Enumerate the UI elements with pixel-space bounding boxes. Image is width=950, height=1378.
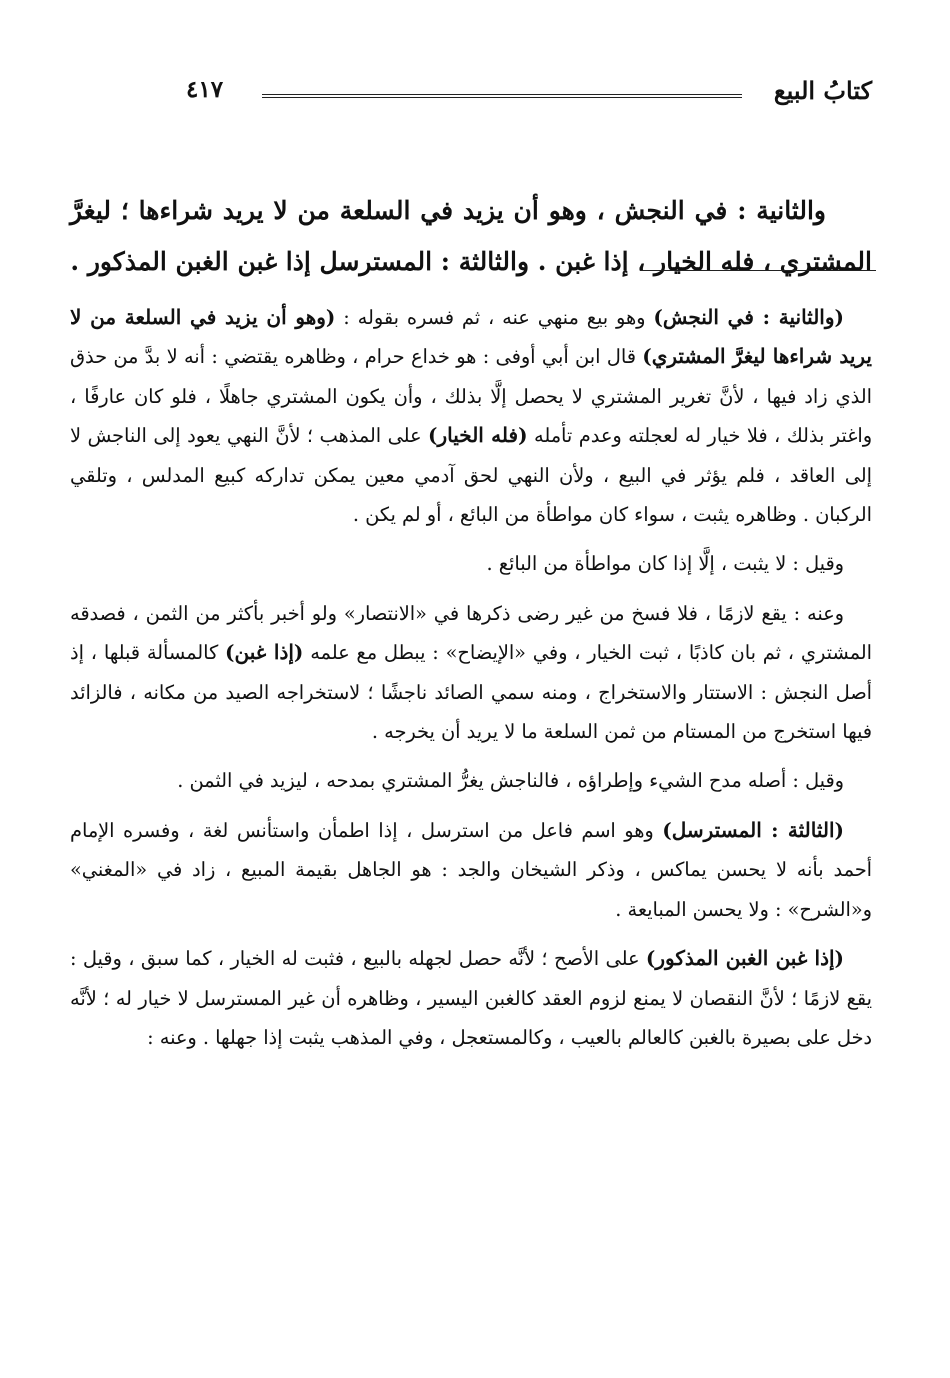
- commentary-paragraph-2: [70, 544, 872, 583]
- quoted-matn: (والثانية : في النجش): [653, 305, 844, 329]
- commentary-text: كالمسألة قبلها ، إذ أصل النجش : الاستتار والاستخراج ، ومنه سمي الصائد ناجشًا ؛ لاستخراجه الصيد من مكانه ، فالزائد فيها استخرج من المستام من ثمن السلعة ما لا يريد أن يخرجه .: [70, 641, 872, 744]
- commentary-paragraph-3: [70, 594, 872, 752]
- commentary-text: وعنه : يقع لازمًا ، فلا فسخ من غير رضى ذكرها في «الانتصار» ولو أخبر بأكثر من الثمن ، فصدقه المشتري ، ثم بان كاذبًا ، ثبت الخيار ، وفي «الإيضاح» : يبطل مع علمه: [70, 601, 872, 665]
- quoted-matn: (إذا غبن): [225, 640, 304, 665]
- quoted-matn: (فله الخيار): [428, 423, 528, 448]
- commentary-paragraph-6: [70, 939, 872, 1057]
- commentary-text: على المذهب ؛ لأنَّ النهي يعود إلى الناجش لا إلى العاقد ، فلم يؤثر في البيع ، ولأن النهي لحق آدمي معين يمكن تداركه كبيع المدلس ، وتلقي الركبان . وظاهره يثبت ، سواء كان مواطأة من البائع ، أو لم يكن .: [70, 424, 872, 527]
- commentary-body: [70, 298, 872, 1057]
- commentary-text: قال ابن أبي أوفى : هو خداع حرام ، وظاهره يقتضي : أنه لا بدَّ من حذق الذي زاد فيها ، لأنَّ تغرير المشتري لا يحصل إلَّا بذلك ، وأن يكون المشتري جاهلًا ، فلو كان عارفًا ، واغتر بذلك ، فلا خيار له لعجلته وعدم تأمله: [70, 345, 873, 448]
- commentary-text: وهو اسم فاعل من استرسل ، إذا اطمأن واستأنس لغة ، وفسره الإمام أحمد بأنه لا يحسن يماكس ، وذكر الشيخان والجد : هو الجاهل بقيمة المبيع ، زاد في «المغني» و«الشرح» : ولا يحسن المبايعة .: [70, 818, 872, 921]
- footnote-separator: [640, 270, 876, 271]
- quoted-matn: (وهو أن يزيد في السلعة من لا يريد شراءها ليغرَّ المشتري): [70, 305, 872, 369]
- commentary-text: وقيل : أصله مدح الشيء وإطراؤه ، فالناجش يغرُّ المشتري بمدحه ، ليزيد في الثمن .: [177, 769, 844, 793]
- commentary-paragraph-4: [70, 761, 872, 800]
- matn-text: والثانية : في النجش ، وهو أن يزيد في السلعة من لا يريد شراءها ؛ ليغرَّ المشتري ، فله الخيار ، إذا غبن . والثالثة : المسترسل إذا غبن الغبن المذكور .: [70, 196, 872, 276]
- page-number: ٤١٧: [186, 76, 224, 103]
- commentary-text: وقيل : لا يثبت ، إلَّا إذا كان مواطأة من البائع .: [486, 552, 844, 576]
- commentary-paragraph-1: [70, 298, 872, 534]
- header-rule: [262, 94, 742, 98]
- commentary-paragraph-5: [70, 811, 872, 929]
- running-header-title: كتابُ البيع: [773, 76, 872, 105]
- commentary-text: وهو بيع منهي عنه ، ثم فسره بقوله :: [335, 306, 654, 329]
- commentary-text: على الأصح ؛ لأنَّه حصل لجهله بالبيع ، فثبت له الخيار ، كما سبق ، وقيل : يقع لازمًا ؛ لأنَّ النقصان لا يمنع لزوم العقد كالغبن اليسير ، وظاهره أن غير المسترسل لا خيار له ؛ لأنَّه دخل على بصيرة بالغبن كالعالم بالعيب ، وكالمستعجل ، وفي المذهب يثبت إذا جهلها . وعنه :: [70, 947, 872, 1049]
- quoted-matn: (الثالثة : المسترسل): [662, 817, 844, 842]
- quoted-matn: (إذا غبن الغبن المذكور): [645, 946, 844, 971]
